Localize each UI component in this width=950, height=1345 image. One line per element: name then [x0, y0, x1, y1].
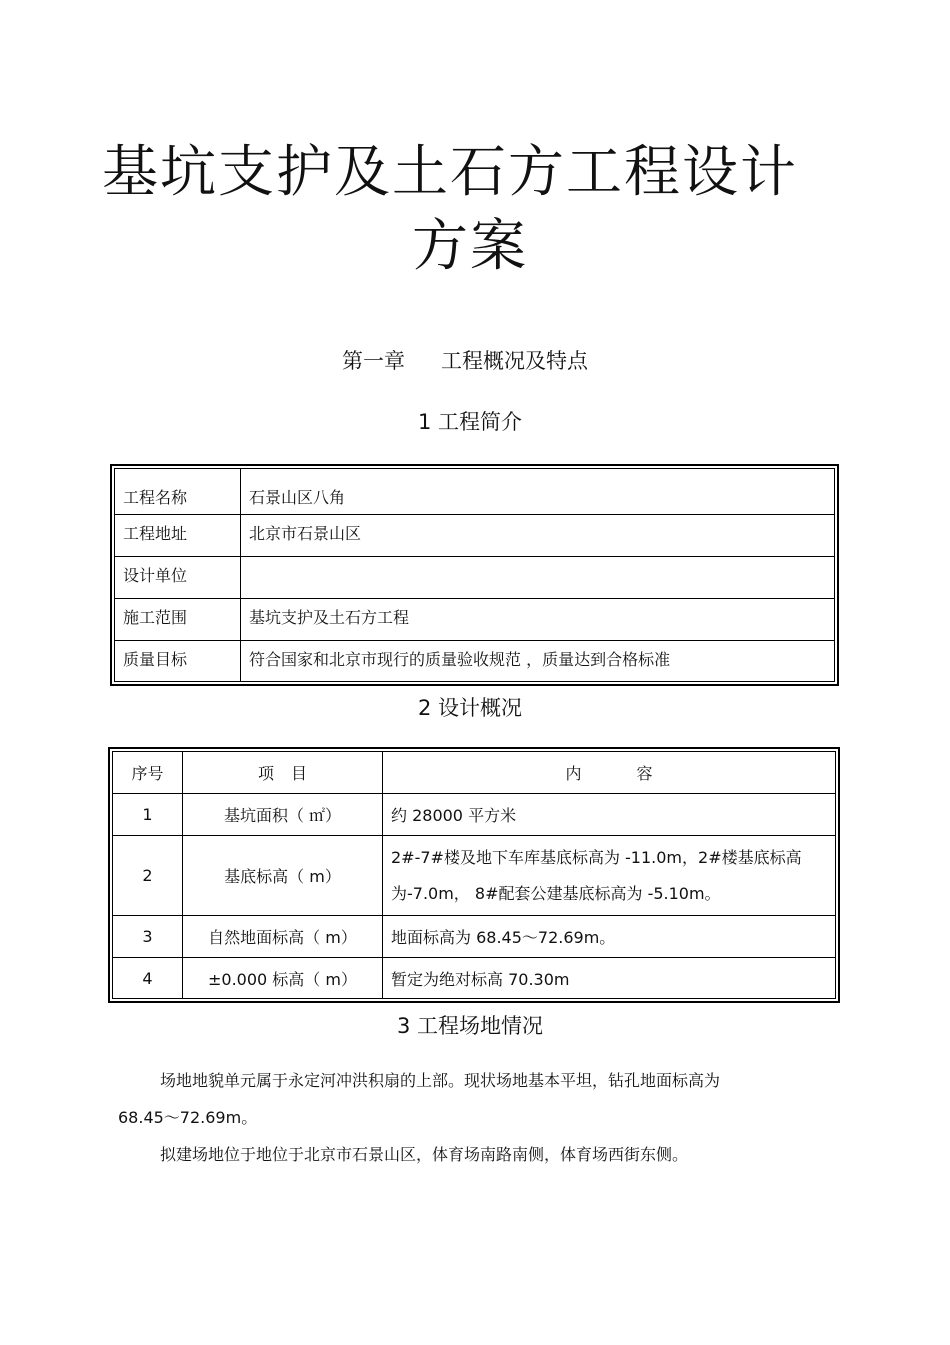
table-row	[113, 958, 836, 999]
row-content: 地面标高为 68.45～72.69m。	[383, 916, 836, 958]
table-row	[115, 515, 835, 557]
row-number: 3	[113, 916, 183, 958]
info-label: 工程地址	[115, 515, 241, 557]
chapter-heading	[0, 345, 930, 375]
info-label: 设计单位	[115, 557, 241, 599]
info-label: 工程名称	[115, 469, 241, 515]
table-header-row	[113, 752, 836, 794]
chapter-name: 工程概况及特点	[441, 349, 588, 373]
column-header-no: 序号	[113, 752, 183, 794]
row-content: 暂定为绝对标高 70.30m	[383, 958, 836, 999]
column-header-item: 项 目	[183, 752, 383, 794]
row-number: 1	[113, 794, 183, 836]
document-title-line2: 方案	[412, 214, 528, 279]
table-row	[115, 469, 835, 515]
site-location-paragraph: 拟建场地位于地位于北京市石景山区，体育场南路南侧，体育场西街东侧。	[160, 1145, 689, 1164]
info-value: 石景山区八角	[241, 469, 835, 515]
row-item: 基坑面积（ ㎡）	[183, 794, 383, 836]
table-row	[113, 836, 836, 916]
project-info-table	[110, 464, 839, 686]
table-row	[115, 641, 835, 682]
info-value: 基坑支护及土石方工程	[241, 599, 835, 641]
section-heading-2: 2 设计概况	[417, 696, 523, 720]
table-row	[113, 794, 836, 836]
table-row	[115, 599, 835, 641]
info-value: 北京市石景山区	[241, 515, 835, 557]
section-heading-1: 1 工程简介	[417, 410, 523, 434]
row-number: 2	[113, 836, 183, 916]
table-row	[115, 557, 835, 599]
info-label: 质量目标	[115, 641, 241, 682]
column-header-content: 内 容	[383, 752, 836, 794]
info-value: 符合国家和北京市现行的质量验收规范 ，质量达到合格标准	[241, 641, 835, 682]
chapter-number: 第一章	[342, 349, 405, 373]
design-overview-table	[108, 747, 840, 1003]
info-label: 施工范围	[115, 599, 241, 641]
table-row	[113, 916, 836, 958]
row-item: 基底标高（ m）	[183, 836, 383, 916]
row-number: 4	[113, 958, 183, 999]
site-paragraph-line2: 68.45～72.69m。	[118, 1108, 258, 1127]
row-content: 2#-7#楼及地下车库基底标高为 -11.0m，2#楼基底标高为-7.0m， 8#配套公建基底标高为 -5.10m。	[383, 836, 836, 916]
row-item: ±0.000 标高（ m）	[183, 958, 383, 999]
row-content: 约 28000 平方米	[383, 794, 836, 836]
info-value	[241, 557, 835, 599]
row-item: 自然地面标高（ m）	[183, 916, 383, 958]
document-title-line1: 基坑支护及土石方工程设计	[102, 140, 798, 205]
section-heading-3: 3 工程场地情况	[396, 1014, 544, 1038]
site-paragraph-line1: 场地地貌单元属于永定河冲洪积扇的上部。现状场地基本平坦，钻孔地面标高为	[160, 1071, 721, 1090]
